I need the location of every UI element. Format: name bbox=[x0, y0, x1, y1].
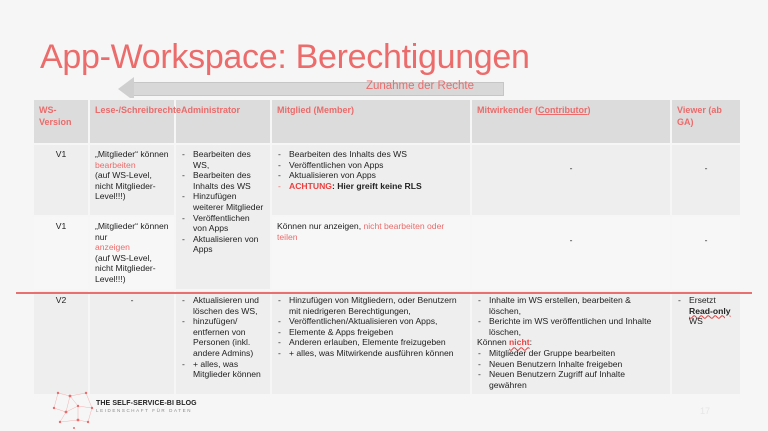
cell-viewer: - bbox=[671, 144, 741, 216]
member-highlight: nicht bearbeiten oder teilen bbox=[277, 221, 445, 242]
cell-version: V1 bbox=[33, 144, 89, 216]
list-item: - Berichte im WS veröffentlichen und Inhalte löschen, bbox=[477, 316, 665, 337]
cell-version: V2 bbox=[33, 290, 89, 395]
viewer-pre: - Ersetzt bbox=[689, 295, 716, 305]
rw-highlight: anzeigen bbox=[95, 242, 130, 253]
cell-version: V1 bbox=[33, 216, 89, 290]
header-admin: Administrator bbox=[175, 99, 271, 144]
warning-item bbox=[277, 181, 465, 192]
list-item: - Hinzufügen weiterer Mitglieder bbox=[181, 191, 265, 212]
admin-list bbox=[181, 149, 265, 255]
cannot-label bbox=[477, 337, 665, 348]
viewer-bold: Read-only bbox=[689, 305, 731, 316]
viewer-list bbox=[677, 295, 735, 327]
slide-number: 17 bbox=[700, 406, 711, 416]
header-viewer: Viewer (ab GA) bbox=[671, 99, 741, 144]
list-item: - Mitglieder der Gruppe bearbeiten bbox=[477, 348, 665, 359]
cell-rw: - bbox=[89, 290, 175, 395]
cell-viewer bbox=[671, 290, 741, 395]
slide-title: App-Workspace: Berechtigungen bbox=[40, 38, 530, 76]
warning-text: : Hier greift keine RLS bbox=[331, 180, 422, 191]
member-list bbox=[277, 295, 465, 359]
list-item: - Hinzufügen von Mitgliedern, oder Benutzern mit niedrigeren Berechtigungen, bbox=[277, 295, 465, 316]
header-contributor-suffix: ) bbox=[587, 105, 591, 115]
cell-member bbox=[271, 144, 471, 216]
list-item: - Aktualisieren und löschen des WS, bbox=[181, 295, 265, 316]
header-contributor-prefix: Mitwirkender ( bbox=[477, 105, 539, 115]
arrow-label: Zunahme der Rechte bbox=[365, 80, 474, 92]
rw-highlight: bearbeiten bbox=[95, 159, 136, 170]
rw-note: (auf WS-Level, nicht Mitglieder-Level!!!) bbox=[95, 252, 156, 284]
list-item: - Veröffentlichen von Apps bbox=[181, 213, 265, 234]
list-item: - + alles, was Mitwirkende ausführen können bbox=[277, 348, 465, 359]
list-item: - + alles, was Mitglieder können bbox=[181, 359, 265, 380]
list-item: - Inhalte im WS erstellen, bearbeiten & löschen, bbox=[477, 295, 665, 316]
table-header-row bbox=[33, 99, 741, 144]
cell-contributor: - bbox=[471, 144, 671, 216]
cell-member bbox=[271, 216, 471, 290]
cell-rw bbox=[89, 144, 175, 216]
cannot-pre: Können bbox=[477, 337, 510, 348]
table-row bbox=[33, 216, 741, 290]
list-item: - Neuen Benutzern Inhalte freigeben bbox=[477, 359, 665, 370]
cell-contributor: - bbox=[471, 216, 671, 290]
cell-member bbox=[271, 290, 471, 395]
list-item: - Bearbeiten des Inhalts des WS bbox=[181, 170, 265, 191]
cell-contributor bbox=[471, 290, 671, 395]
rw-text: „Mitglieder“ können nur bbox=[95, 221, 169, 242]
table-row bbox=[33, 290, 741, 395]
list-item: - Aktualisieren von Apps bbox=[277, 170, 465, 181]
list-item: - Aktualisieren von Apps bbox=[181, 234, 265, 255]
list-item: - Elemente & Apps freigeben bbox=[277, 327, 465, 338]
permissions-table bbox=[32, 98, 742, 396]
rw-text: „Mitglieder“ können bbox=[95, 149, 169, 159]
rw-note: (auf WS-Level, nicht Mitglieder-Level!!!) bbox=[95, 170, 156, 202]
v1-v2-separator bbox=[16, 292, 752, 294]
blog-logo bbox=[96, 400, 197, 413]
header-contributor bbox=[471, 99, 671, 144]
rights-increase-arrow bbox=[118, 80, 504, 98]
list-item: - Veröffentlichen von Apps bbox=[277, 160, 465, 171]
logo-subtitle: LEIDENSCHAFT FÜR DATEN bbox=[96, 408, 193, 413]
cell-viewer: - bbox=[671, 216, 741, 290]
contributor-list bbox=[477, 295, 665, 337]
list-item: - Veröffentlichen/Aktualisieren von Apps, bbox=[277, 316, 465, 327]
table-row bbox=[33, 144, 741, 216]
admin-list bbox=[181, 295, 265, 380]
list-item: - Anderen erlauben, Elemente freizugeben bbox=[277, 337, 465, 348]
warning-label: ACHTUNG bbox=[289, 180, 332, 191]
list-item: - Bearbeiten des WS, bbox=[181, 149, 265, 170]
cell-admin bbox=[175, 290, 271, 395]
cannot-post: : bbox=[529, 337, 532, 348]
cannot-highlight: nicht bbox=[509, 337, 530, 348]
header-member: Mitglied (Member) bbox=[271, 99, 471, 144]
header-ws-version: WS-Version bbox=[33, 99, 89, 144]
list-item: - Neuen Benutzern Zugriff auf Inhalte gewähren bbox=[477, 369, 665, 390]
contributor-not-list bbox=[477, 348, 665, 390]
list-item: - hinzufügen/ entfernen von Personen (inkl. andere Admins) bbox=[181, 316, 265, 358]
contributor-link[interactable]: Contributor bbox=[538, 105, 588, 115]
cell-admin bbox=[175, 144, 271, 290]
member-text: Können nur anzeigen, bbox=[277, 221, 364, 231]
viewer-post: WS bbox=[689, 316, 703, 327]
list-item: - Bearbeiten des Inhalts des WS bbox=[277, 149, 465, 160]
cell-rw bbox=[89, 216, 175, 290]
network-logo-icon bbox=[48, 390, 98, 430]
header-rw: Lese-/Schreibrechte bbox=[89, 99, 175, 144]
list-item bbox=[677, 295, 735, 327]
member-list bbox=[277, 149, 465, 191]
logo-title: THE SELF-SERVICE-BI BLOG bbox=[96, 400, 197, 407]
